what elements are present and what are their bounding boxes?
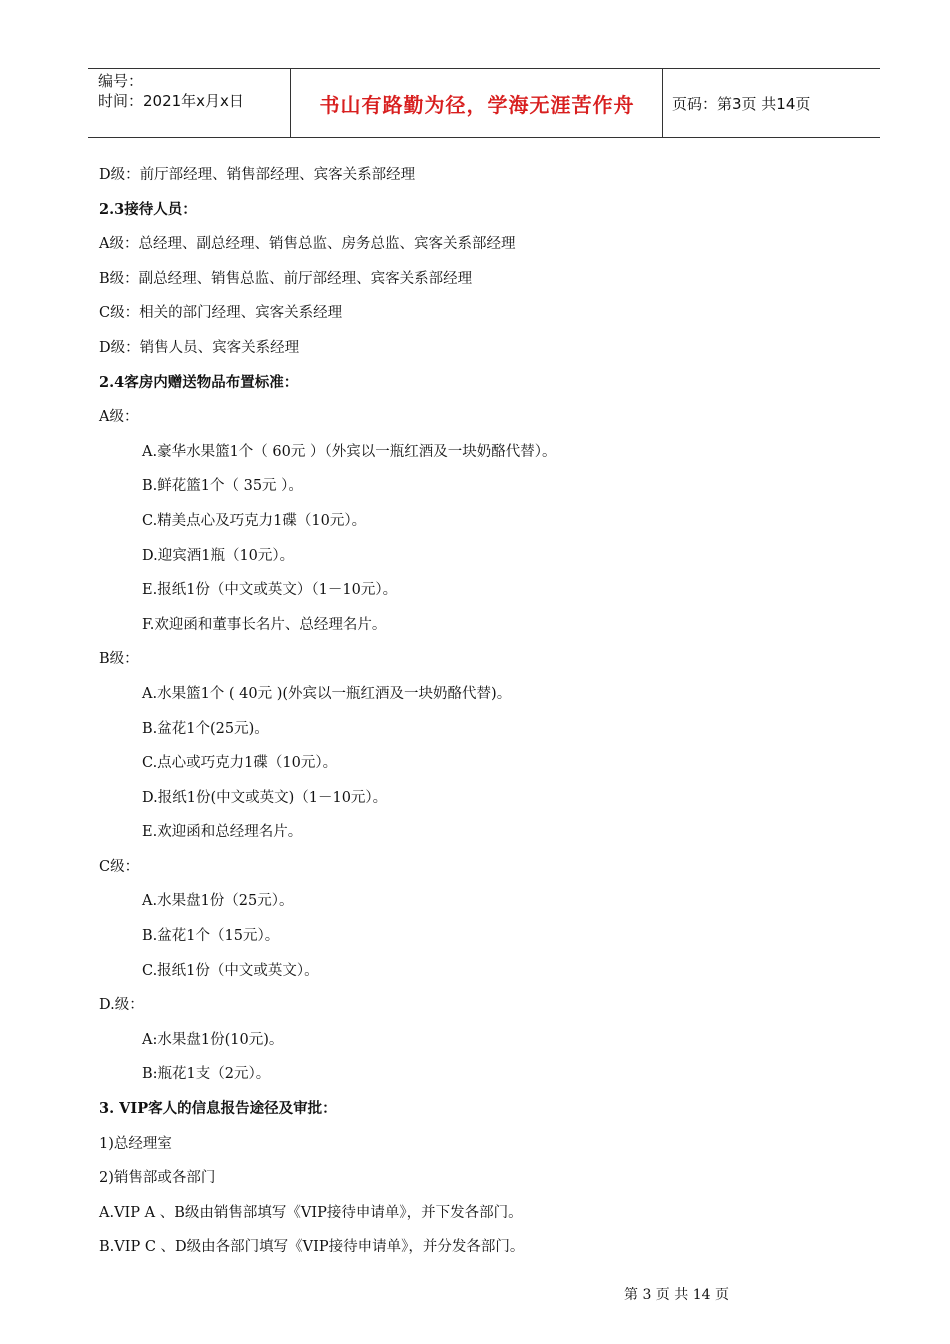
body-line: D级：前厅部经理、销售部经理、宾客关系部经理 — [99, 167, 416, 183]
body-line: D.报纸1份(中文或英文)（1－10元）。 — [142, 789, 388, 806]
header-number-label: 编号： — [98, 72, 144, 90]
body-line: D.级： — [99, 997, 144, 1014]
body-line: E.欢迎函和总经理名片。 — [142, 824, 303, 841]
body-line: C.精美点心及巧克力1碟（10元）。 — [142, 512, 367, 529]
body-line: D级：销售人员、宾客关系经理 — [99, 339, 300, 356]
body-line: B.鲜花篮1个（ 35元 ）。 — [142, 478, 303, 495]
body-line: C.点心或巧克力1碟（10元）。 — [142, 755, 338, 772]
header-page-label: 页码：第3页 共14页 — [672, 94, 811, 113]
body-line: B级： — [99, 651, 139, 668]
section-heading: 2.3接待人员： — [99, 200, 197, 218]
body-line: C.报纸1份（中文或英文）。 — [142, 962, 319, 979]
body-line: C级：相关的部门经理、宾客关系经理 — [99, 305, 343, 322]
header-time-label: 时间：2021年x月x日 — [98, 92, 244, 110]
body-line: A.豪华水果篮1个（ 60元 ）（外宾以一瓶红酒及一块奶酪代替）。 — [142, 443, 557, 460]
body-line: A:水果盘1份(10元)。 — [142, 1031, 284, 1048]
page-footer: 第 3 页 共 14 页 — [624, 1287, 729, 1303]
body-line: A.VIP A 、B级由销售部填写《VIP接待申请单》，并下发各部门。 — [99, 1204, 523, 1221]
body-line: B:瓶花1支（2元）。 — [142, 1066, 271, 1083]
header-divider-right — [662, 69, 663, 137]
body-line: B.盆花1个(25元)。 — [142, 720, 269, 737]
header-motto: 书山有路勤为径，学海无涯苦作舟 — [319, 92, 635, 117]
body-line: D.迎宾酒1瓶（10元）。 — [142, 547, 295, 564]
body-line: B.VIP C 、D级由各部门填写《VIP接待申请单》，并分发各部门。 — [99, 1239, 525, 1256]
body-line: F.欢迎函和董事长名片、总经理名片。 — [142, 616, 387, 633]
body-line: E.报纸1份（中文或英文）（1－10元）。 — [142, 582, 398, 599]
body-line: 1)总经理室 — [99, 1135, 172, 1152]
body-line: B.盆花1个（15元）。 — [142, 928, 280, 945]
section-heading: 2.4客房内赠送物品布置标准： — [99, 373, 299, 391]
body-line: A.水果盘1份（25元）。 — [142, 893, 294, 910]
page-header — [88, 68, 880, 138]
body-line: A级：总经理、副总经理、销售总监、房务总监、宾客关系部经理 — [99, 236, 516, 253]
body-line: A级： — [99, 409, 139, 426]
body-line: 2)销售部或各部门 — [99, 1170, 216, 1187]
document-body — [99, 158, 879, 1265]
body-line: A.水果篮1个 ( 40元 )(外宾以一瓶红酒及一块奶酪代替)。 — [142, 685, 512, 702]
section-heading: 3. VIP客人的信息报告途径及审批： — [99, 1100, 337, 1118]
body-line: B级：副总经理、销售总监、前厅部经理、宾客关系部经理 — [99, 270, 473, 287]
body-line: C级： — [99, 858, 140, 875]
header-meta — [98, 71, 244, 111]
